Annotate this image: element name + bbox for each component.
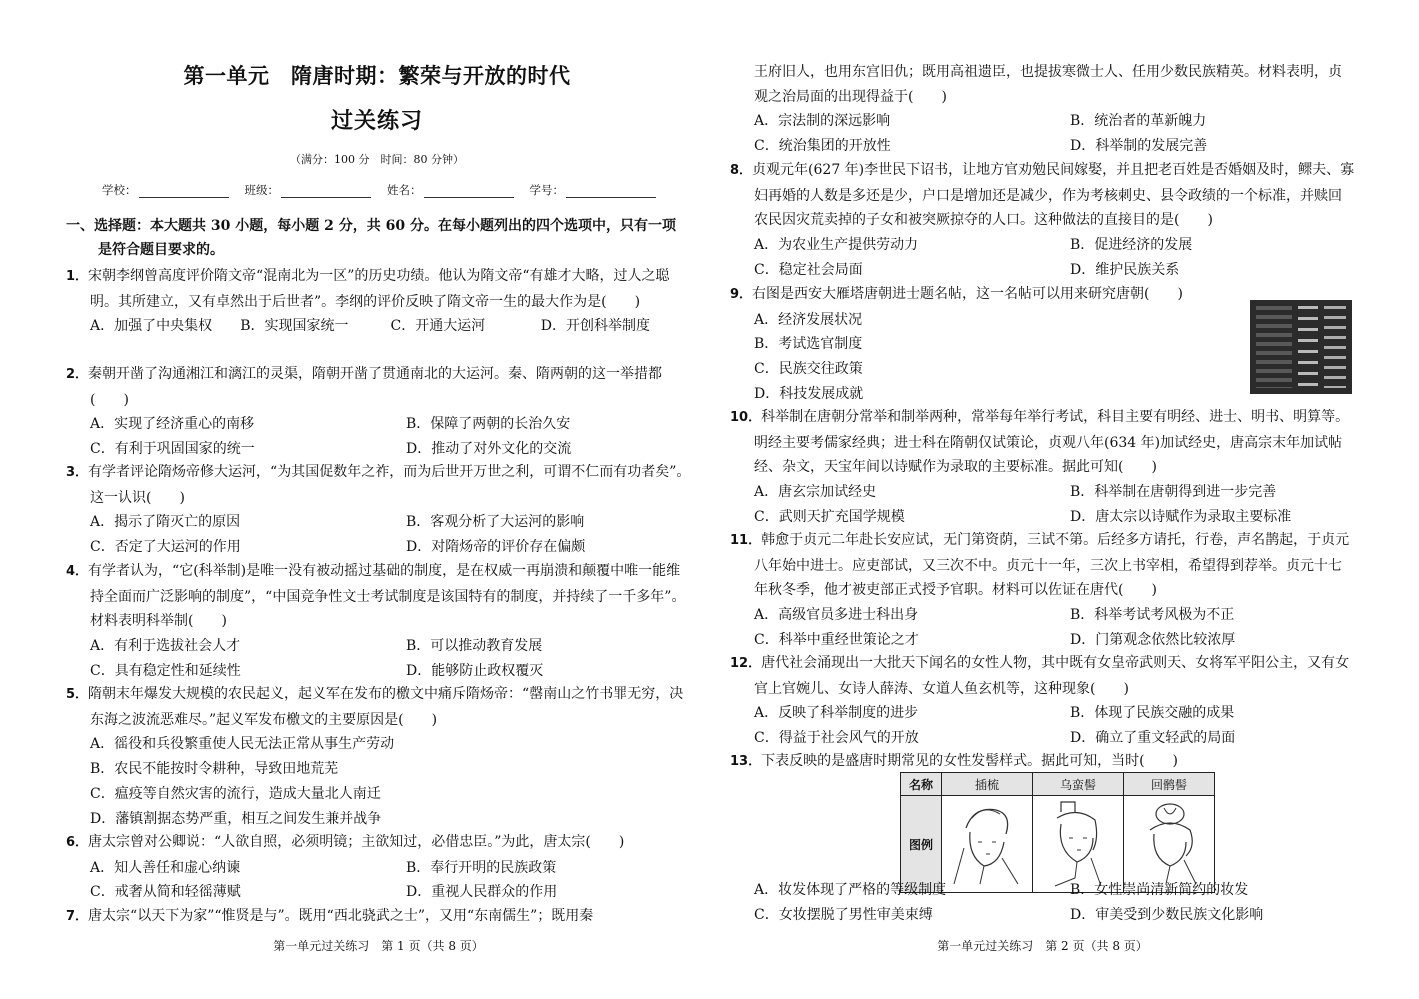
option[interactable]: B．科举制在唐朝得到进一步完善: [1070, 484, 1277, 501]
option[interactable]: A．知人善任和虚心纳谏: [90, 859, 241, 876]
option[interactable]: A．为农业生产提供劳动力: [754, 237, 919, 254]
student-id-blank[interactable]: [566, 185, 656, 198]
question-9: 9．右图是西安大雁塔唐朝进士题名帖，这一名帖可以用来研究唐朝( ) A．经济发展状况 B．考试选官制度 C．民族交往政策 D．科技发展成就: [730, 282, 1240, 407]
option[interactable]: C．民族交往政策: [754, 361, 863, 378]
school-label: 学校：: [102, 183, 137, 197]
option[interactable]: B．科举考试考风极为不正: [1070, 607, 1235, 624]
hairstyle-name: 回鹘髻: [1124, 773, 1215, 796]
hairstyle-name: 插梳: [942, 773, 1033, 796]
option[interactable]: B．女性崇尚清新简约的妆发: [1070, 882, 1249, 898]
option[interactable]: C．科举中重经世策论之才: [754, 631, 919, 648]
question-12: 12．唐代社会涌现出一大批天下闻名的女性人物，其中既有女皇帝武则天、女将军平阳公主，又有女官上官婉儿、女诗人薛涛、女道人鱼玄机等，这种现象( ) A．反映了科举制度的进步 B．体现了民族交融的成果 C．得益于社会风气的开放 D．确立了重文轻武的局面: [730, 651, 1355, 751]
option[interactable]: B．保障了两朝的长治久安: [406, 416, 571, 433]
question-13: 13．下表反映的是盛唐时期常见的女性发髻样式。据此可知，当时( ): [730, 753, 1179, 769]
option[interactable]: A．妆发体现了严格的等级制度: [754, 882, 947, 898]
option[interactable]: B．促进经济的发展: [1070, 237, 1193, 254]
option[interactable]: D．科技发展成就: [754, 385, 864, 402]
option[interactable]: D．确立了重文轻武的局面: [1070, 730, 1236, 747]
option[interactable]: C．具有稳定性和延续性: [90, 662, 241, 679]
option[interactable]: D．能够防止政权覆灭: [406, 662, 544, 679]
question-11: 11．韩愈于贞元二年赴长安应试，无门第资荫，三试不第。后经多方请托，行卷，声名鹊起，于贞元八年始中进士。应吏部试，又三次不中。贞元十一年，三次上书宰相，希望得到荐举。贞元十七年秋冬季，他才被吏部正式授予官职。材料可以佐证在唐代( ) A．高级官员多进士科出身 B．科举考试考风极为不正 C．科举中重经世策论之才 D．门第观念依然比较浓厚: [730, 528, 1355, 653]
question-2: 2．秦朝开凿了沟通湘江和漓江的灵渠，隋朝开凿了贯通南北的大运河。秦、隋两朝的这一举措都( ) A．实现了经济重心的南移 B．保障了两朝的长治久安 C．有利于巩固国家的统一 D．推动了对外文化的交流: [66, 362, 691, 462]
page-right: [730, 0, 1355, 999]
option[interactable]: B．农民不能按时令耕种，导致田地荒芜: [90, 761, 339, 778]
option[interactable]: D．开创科举制度: [540, 318, 650, 335]
option[interactable]: B．体现了民族交融的成果: [1070, 705, 1235, 722]
option[interactable]: B．可以推动教育发展: [406, 638, 543, 655]
hairstyle-name: 乌蛮髻: [1033, 773, 1124, 796]
option[interactable]: C．瘟疫等自然灾害的流行，造成大量北人南迁: [90, 785, 381, 802]
option[interactable]: C．有利于巩固国家的统一: [90, 441, 255, 458]
name-blank[interactable]: [424, 185, 514, 198]
option[interactable]: A．高级官员多进士科出身: [754, 607, 919, 624]
question-1: 1．宋朝李纲曾高度评价隋文帝“混南北为一区”的历史功绩。他认为隋文帝“有雄才大略，过人之聪明。其所建立，又有卓然出于后世者”。李纲的评价反映了隋文帝一生的最大作为是( ) A．加强了中央集权 B．实现国家统一 C．开通大运河 D．开创科举制度: [66, 264, 691, 339]
school-blank[interactable]: [139, 185, 229, 198]
option[interactable]: B．奉行开明的民族政策: [406, 859, 557, 876]
option[interactable]: A．宗法制的深远影响: [754, 113, 891, 129]
unit-title: 第一单元 隋唐时期：繁荣与开放的时代: [183, 63, 571, 88]
option[interactable]: A．经济发展状况: [754, 311, 863, 328]
option[interactable]: A．徭役和兵役繁重使人民无法正常从事生产劳动: [90, 736, 395, 753]
option[interactable]: B．客观分析了大运河的影响: [406, 514, 585, 531]
option[interactable]: C．得益于社会风气的开放: [754, 730, 919, 747]
option[interactable]: C．女妆摆脱了男性审美束缚: [754, 906, 933, 923]
option[interactable]: C．统治集团的开放性: [754, 137, 891, 154]
option[interactable]: A．唐玄宗加试经史: [754, 484, 877, 501]
option[interactable]: C．稳定社会局面: [754, 261, 863, 278]
option[interactable]: A．加强了中央集权: [90, 318, 213, 335]
class-label: 班级：: [244, 183, 279, 197]
option[interactable]: C．武则天扩充国学规模: [754, 508, 905, 525]
option[interactable]: D．藩镇割据态势严重，相互之间发生兼并战争: [90, 810, 382, 827]
question-7: 7．唐太宗“以天下为家”“惟贤是与”。既用“西北骁武之士”，又用“东南儒生”；既用秦: [66, 908, 594, 924]
option[interactable]: B．实现国家统一: [240, 318, 349, 335]
option[interactable]: B．统治者的革新魄力: [1070, 113, 1207, 129]
question-6: 6．唐太宗曾对公卿说：“人欲自照，必须明镜；主欲知过，必借忠臣。”为此，唐太宗( ) A．知人善任和虚心纳谏 B．奉行开明的民族政策 C．戒奢从简和轻徭薄赋 D．重视人民群众的作用: [66, 830, 691, 905]
option[interactable]: D．重视人民群众的作用: [406, 884, 558, 901]
table-header-name: 名称: [901, 773, 942, 796]
option[interactable]: C．否定了大运河的作用: [90, 539, 241, 556]
option[interactable]: A．反映了科举制度的进步: [754, 705, 919, 722]
option[interactable]: C．开通大运河: [390, 318, 486, 335]
question-4: 4．有学者认为，“它(科举制)是唯一没有被动摇过基础的制度，是在权威一再崩溃和颠覆中唯一能维持全面而广泛影响的制度”，“中国竞争性文士考试制度是该国特有的制度，并持续了一千多年”。材料表明科举制( ) A．有利于选拔社会人才 B．可以推动教育发展 C．具有稳定性和延续性 D．能够防止政权覆灭: [66, 559, 691, 684]
score-time: （满分：100 分 时间：80 分钟）: [290, 153, 464, 166]
option[interactable]: D．科举制的发展完善: [1070, 137, 1208, 154]
option[interactable]: D．唐太宗以诗赋作为录取主要标准: [1070, 508, 1292, 525]
question-10: 10．科举制在唐朝分常举和制举两种，常举每年举行考试，科目主要有明经、进士、明书、明算等。明经主要考儒家经典；进士科在隋朝仅试策论，贞观八年(634 年)加试经史，唐高宗末年加试帖经、杂文，天宝年间以诗赋作为录取的主要标准。据此可知( ) A．唐玄宗加试经史 B．科举制在唐朝得到进一步完善 C．武则天扩充国学规模 D．唐太宗以诗赋作为录取主要标准: [730, 405, 1355, 530]
option[interactable]: A．有利于选拔社会人才: [90, 638, 241, 655]
page-left: [66, 0, 691, 999]
student-id-label: 学号：: [529, 183, 564, 197]
question-13-options: [730, 878, 1355, 927]
option[interactable]: A．实现了经济重心的南移: [90, 416, 255, 433]
option[interactable]: D．维护民族关系: [1070, 261, 1180, 278]
page-footer: 第一单元过关练习 第 1 页（共 8 页）: [273, 939, 484, 953]
question-8: 8．贞观元年(627 年)李世民下诏书，让地方官劝勉民间嫁娶，并且把老百姓是否婚姻及时，鳏夫、寡妇再婚的人数是多还是少，户口是增加还是减少，作为考核刺史、县令政绩的一个标准，并赎回农民因灾荒卖掉的子女和被突厥掠夺的人口。这种做法的直接目的是( ) A．为农业生产提供劳动力 B．促进经济的发展 C．稳定社会局面 D．维护民族关系: [730, 158, 1355, 283]
option[interactable]: D．门第观念依然比较浓厚: [1070, 631, 1236, 648]
class-blank[interactable]: [281, 185, 371, 198]
page-footer: 第一单元过关练习 第 2 页（共 8 页）: [937, 939, 1148, 953]
student-info-fields: [102, 182, 672, 198]
option[interactable]: C．戒奢从简和轻徭薄赋: [90, 884, 241, 901]
section-heading: 一、选择题：本大题共 30 小题，每小题 2 分，共 60 分。在每小题列出的四个选项中，只有一项 是符合题目要求的。: [66, 218, 676, 258]
hairstyle-table: [900, 772, 1215, 893]
jinshi-inscription-image: [1250, 300, 1352, 394]
question-5: 5．隋朝末年爆发大规模的农民起义，起义军在发布的檄文中痛斥隋炀帝：“罄南山之竹书罪无穷，决东海之波流恶难尽。”起义军发布檄文的主要原因是( ) A．徭役和兵役繁重使人民无法正常从事生产劳动 B．农民不能按时令耕种，导致田地荒芜 C．瘟疫等自然灾害的流行，造成大量北人南迁 D．藩镇割据态势严重，相互之间发生兼并战争: [66, 682, 691, 831]
name-label: 姓名：: [387, 183, 422, 197]
option[interactable]: A．揭示了隋灭亡的原因: [90, 514, 241, 531]
option[interactable]: D．审美受到少数民族文化影响: [1070, 906, 1264, 923]
question-7-options: [730, 109, 1355, 158]
option[interactable]: D．推动了对外文化的交流: [406, 441, 572, 458]
option[interactable]: D．对隋炀帝的评价存在偏颇: [406, 539, 586, 556]
table-header-illustration: 图例: [901, 796, 942, 893]
exercise-title: 过关练习: [330, 108, 423, 134]
option[interactable]: B．考试选官制度: [754, 336, 863, 353]
question-7-continued: 王府旧人，也用东宫旧仇；既用高祖遗臣，也提拔寒微士人、任用少数民族精英。材料表明，贞观之治局面的出现得益于( ): [754, 64, 1342, 105]
question-3: 3．有学者评论隋炀帝修大运河，“为其国促数年之祚，而为后世开万世之利，可谓不仁而有功者矣”。这一认识( ) A．揭示了隋灭亡的原因 B．客观分析了大运河的影响 C．否定了大运河的作用 D．对隋炀帝的评价存在偏颇: [66, 460, 691, 560]
